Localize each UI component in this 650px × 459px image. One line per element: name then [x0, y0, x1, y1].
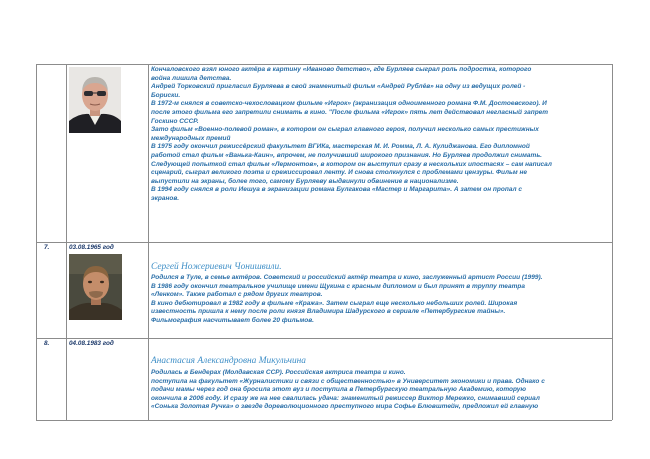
elderly-man-portrait-icon [69, 67, 121, 133]
column-divider [66, 64, 67, 420]
table-top-border [36, 64, 612, 65]
row-number: 7. [44, 244, 50, 251]
row-divider [36, 242, 612, 243]
actor-photo [69, 254, 122, 320]
actor-name: Сергей Ножериевич Чонишвили. [151, 262, 282, 272]
actor-name: Анастасия Александровна Микульчина [151, 356, 306, 366]
actor-photo [69, 67, 121, 133]
table-bottom-border [36, 420, 612, 421]
column-divider [148, 64, 149, 420]
bio-text: Родился в Туле, в семье актёров. Советский и российский актёр театра и кино, заслуженный артист России (1999). В 1986 году окончил театральное училище имени Щукина с красным дипломом и был принят в труппу театра «Ленком». Также работал с рядом других театров. В кино дебютировал в 1982 году в фильме «Кража». Затем сыграл еще несколько небольших ролей. Широкая известность пришла к нему после роли князя Владимира Шадурского в сериале «Петербургские тайны». Фильмография насчитывает более 20 фильмов. [151, 274, 543, 324]
bio-text: Кончаловского взял юного актёра в картину «Иваново детство», где Бурляев сыграл роль подростка, которого война лишила детства. Андрей Торковский пригласил Бурляева в свой знаменитый фильм «Андрей Рублёв» на одну из ведущих ролей - Бориски. В 1972-м снялся в советско-чехословацком фильме «Игрок» (экранизация одноименного романа Ф.М. Достоевского). И после этого фильма его запретили снимать в кино. "После фильма «Игрок» пять лет действовал негласный запрет Госкино СССР. Зато фильм «Военно-полевой роман», в котором он сыграл главного героя, получил несколько самых престижных международных премий В 1975 году окончил режиссёрский факультет ВГИКа, мастерская М. И. Ромма, Л. А. Кулиджанова. Его дипломной работой стал фильм «Ванька-Каин», впрочем, не получивший широкого признания. Но Бурляев продолжил снимать. Следующей попыткой стал фильм «Лермонтов», в котором он выступил сразу в нескольких ипостасях – сам написал сценарий, сыграл великого поэта и срежиссировал ленту. И снова столкнулся с проблемами цензуры. Фильм не выпустили на экраны, более того, самому Бурляеву выдвинули обвинение в национализме. В 1994 году снялся в роли Иешуа в экранизации романа Булгакова «Мастер и Маргарита». А затем он пропал с экранов. [151, 66, 552, 202]
birth-date: 04.08.1983 год [69, 340, 114, 347]
row-divider [36, 338, 612, 339]
row-number: 8. [44, 340, 50, 347]
man-portrait-icon [69, 254, 122, 320]
birth-date: 03.08.1965 год [69, 244, 114, 251]
bio-text: Родилась в Бендерах (Молдавская ССР). Российская актриса театра и кино. поступила на факультет «Журналистики и связи с общественностью» в Университет экономики и права. Однако с подачи мамы через год она бросила этот вуз и поступила в Петербургскую театральную Академию, которую окончила в 2006 году. И сразу же на нее свалилась удача: знаменитый режиссер Виктор Мережко, снимавший сериал «Сонька Золотая Ручка» о звезде дореволюционного преступного мира Софье Блювштейн, предложил ей главную [151, 369, 545, 411]
